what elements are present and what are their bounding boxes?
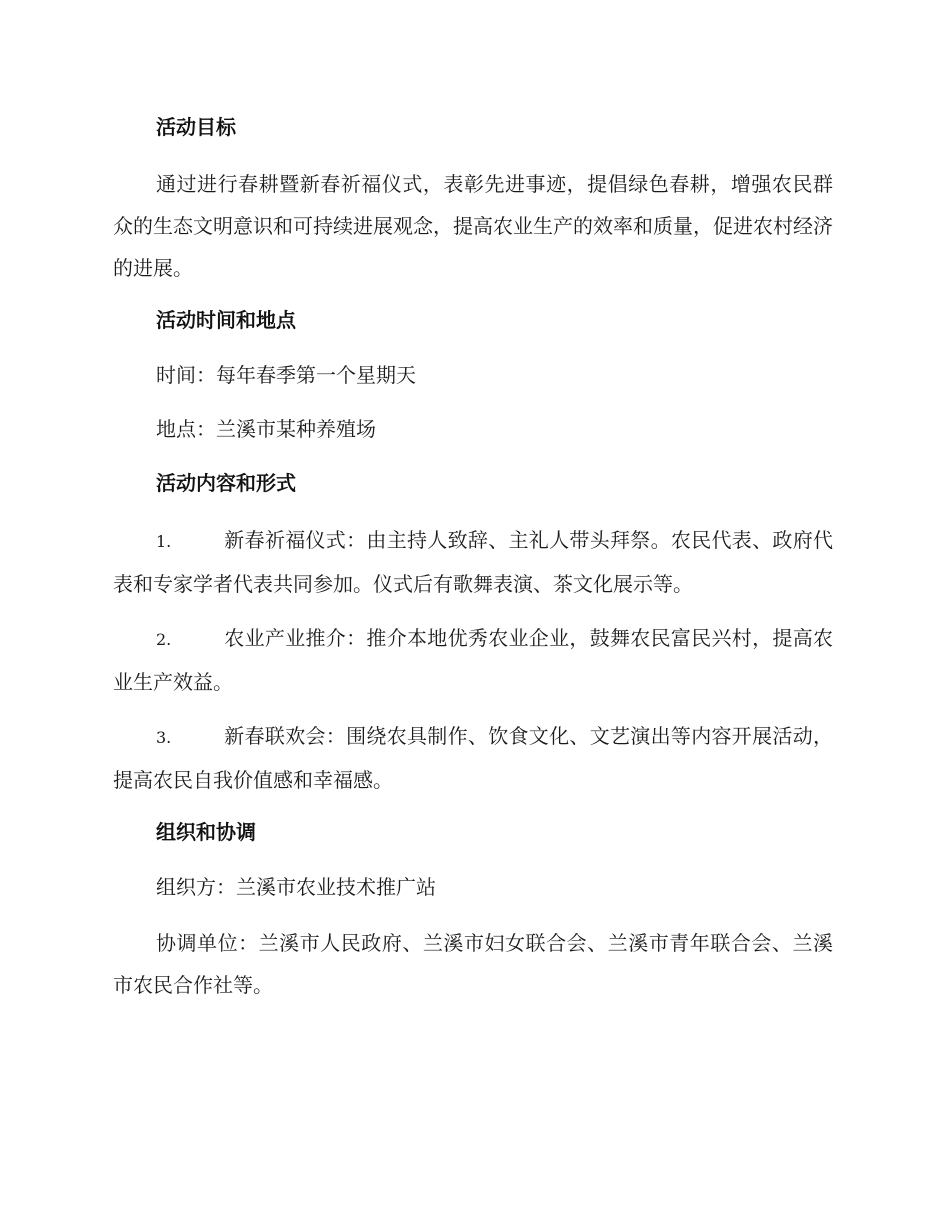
list-item-number: 1.	[156, 532, 172, 551]
coordinators-paragraph: 协调单位：兰溪市人民政府、兰溪市妇女联合会、兰溪市青年联合会、兰溪市农民合作社等。	[113, 931, 833, 997]
list-item-text: 农业产业推介：推介本地优秀农业企业，鼓舞农民富民兴村，提高农业生产效益。	[113, 626, 833, 694]
list-item-text: 新春联欢会：围绕农具制作、饮食文化、文艺演出等内容开展活动，提高农民自我价值感和幸福感。	[113, 724, 833, 792]
list-item-number: 3.	[156, 728, 172, 747]
section-heading-goal: 活动目标	[156, 115, 236, 139]
list-item	[113, 715, 833, 801]
goal-paragraph: 通过进行春耕暨新春祈福仪式，表彰先进事迹，提倡绿色春耕，增强农民群众的生态文明意识和可持续进展观念，提高农业生产的效率和质量，促进农村经济的进展。	[113, 172, 833, 280]
list-item-text: 新春祈福仪式：由主持人致辞、主礼人带头拜祭。农民代表、政府代表和专家学者代表共同参加。仪式后有歌舞表演、茶文化展示等。	[113, 528, 833, 596]
organizer-line: 组织方：兰溪市农业技术推广站	[156, 875, 436, 899]
list-item	[113, 617, 833, 703]
list-item	[113, 519, 833, 605]
section-heading-content: 活动内容和形式	[156, 471, 296, 495]
place-line: 地点：兰溪市某种养殖场	[156, 417, 376, 441]
time-line: 时间：每年春季第一个星期天	[156, 363, 416, 387]
list-item-number: 2.	[156, 630, 172, 649]
section-heading-time-place: 活动时间和地点	[156, 308, 296, 332]
section-heading-organization: 组织和协调	[156, 820, 256, 844]
document-body	[113, 108, 833, 1018]
